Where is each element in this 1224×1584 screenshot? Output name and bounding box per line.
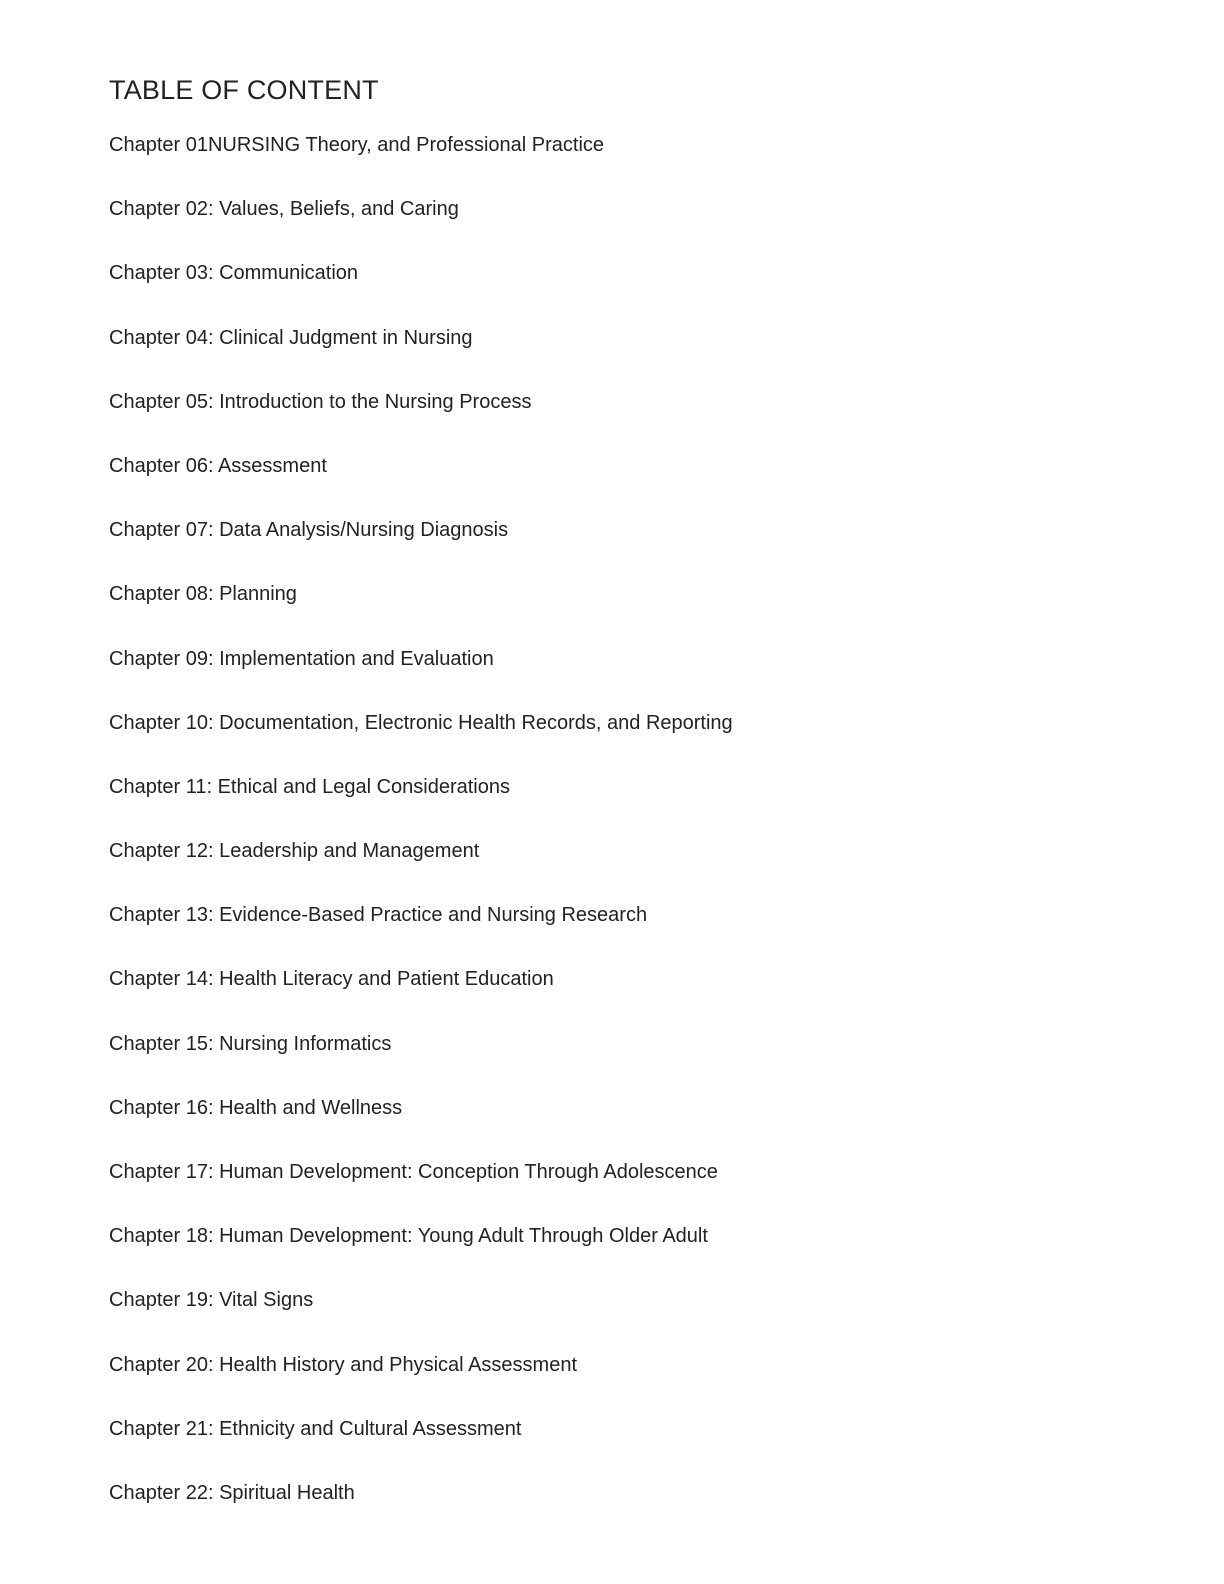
toc-item-chapter-10: Chapter 10: Documentation, Electronic Health Records, and Reporting	[109, 711, 733, 734]
toc-item-chapter-07: Chapter 07: Data Analysis/Nursing Diagnosis	[109, 519, 509, 542]
toc-item-chapter-15: Chapter 15: Nursing Informatics	[109, 1032, 392, 1055]
toc-item-chapter-13: Chapter 13: Evidence-Based Practice and Nursing Research	[109, 904, 648, 927]
page-title: TABLE OF CONTENT	[109, 75, 379, 105]
toc-item-chapter-11: Chapter 11: Ethical and Legal Considerations	[109, 775, 510, 798]
toc-item-chapter-17: Chapter 17: Human Development: Conception Through Adolescence	[109, 1161, 718, 1183]
toc-item-chapter-05: Chapter 05: Introduction to the Nursing Process	[109, 390, 532, 413]
toc-item-chapter-01: Chapter 01NURSING Theory, and Professional Practice	[109, 134, 605, 156]
toc-item-chapter-06: Chapter 06: Assessment	[109, 454, 327, 477]
toc-item-chapter-12: Chapter 12: Leadership and Management	[109, 840, 480, 863]
toc-item-chapter-19: Chapter 19: Vital Signs	[109, 1289, 314, 1312]
toc-item-chapter-02: Chapter 02: Values, Beliefs, and Caring	[109, 198, 459, 221]
toc-item-chapter-14: Chapter 14: Health Literacy and Patient Education	[109, 968, 554, 991]
toc-item-chapter-08: Chapter 08: Planning	[109, 583, 297, 606]
table-of-contents	[109, 131, 733, 1543]
toc-item-chapter-21: Chapter 21: Ethnicity and Cultural Assessment	[109, 1417, 522, 1440]
toc-item-chapter-16: Chapter 16: Health and Wellness	[109, 1096, 403, 1119]
toc-item-chapter-04: Chapter 04: Clinical Judgment in Nursing	[109, 326, 473, 349]
toc-item-chapter-20: Chapter 20: Health History and Physical Assessment	[109, 1353, 577, 1376]
toc-item-chapter-22: Chapter 22: Spiritual Health	[109, 1481, 355, 1504]
toc-item-chapter-18: Chapter 18: Human Development: Young Adult Through Older Adult	[109, 1225, 708, 1248]
toc-item-chapter-09: Chapter 09: Implementation and Evaluation	[109, 647, 494, 670]
toc-item-chapter-03: Chapter 03: Communication	[109, 262, 359, 285]
